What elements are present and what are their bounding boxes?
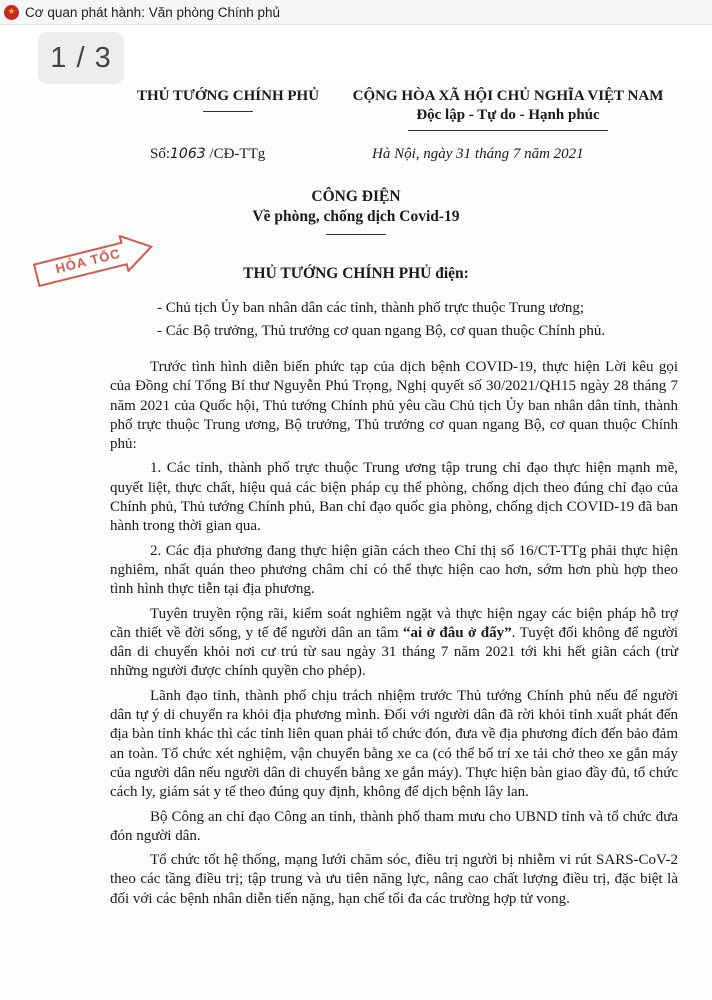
- opening-line: THỦ TƯỚNG CHÍNH PHỦ điện:: [243, 265, 469, 282]
- national-motto: [333, 88, 683, 131]
- document-number: Số:1063 /CĐ-TTg: [150, 146, 266, 162]
- recipient-item: - Chủ tịch Ủy ban nhân dân các tỉnh, thành phố trực thuộc Trung ương;: [157, 300, 585, 316]
- stamp-text: HỎA TỐC: [53, 245, 123, 277]
- paragraph: Trước tình hình diễn biến phức tạp của dịch bệnh COVID-19, thực hiện Lời kêu gọi của Đồng chí Tổng Bí thư Nguyễn Phú Trọng, Nghị quyết số 30/2021/QH15 ngày 28 tháng 7 năm 2021 của Quốc hội, Thủ tướng Chính phủ yêu cầu Chủ tịch Ủy ban nhân dân tỉnh, thành phố trực thuộc Trung ương, Bộ trưởng, Thủ trưởng cơ quan ngang Bộ, cơ quan thuộc Chính phủ:: [110, 359, 678, 453]
- document-page: [0, 84, 712, 1000]
- page-indicator: 1 / 3: [38, 32, 124, 84]
- divider: [326, 234, 386, 235]
- national-emblem-icon: [4, 5, 19, 20]
- handwritten-number: 1063: [170, 146, 206, 162]
- emphasis-quote: “ai ở đâu ở đấy”: [402, 624, 512, 641]
- date-line: Hà Nội, ngày 31 tháng 7 năm 2021: [372, 146, 584, 162]
- divider: [203, 111, 253, 112]
- paragraph: Bộ Công an chỉ đạo Công an tỉnh, thành phố tham mưu cho UBND tỉnh và tổ chức đưa đón người dân.: [110, 808, 678, 844]
- document-subject: Về phòng, chống dịch Covid-19: [252, 208, 460, 225]
- paragraph: 1. Các tỉnh, thành phố trực thuộc Trung ương tập trung chỉ đạo thực hiện mạnh mẽ, quyết liệt, thực chất, hiệu quả các biện pháp cụ thể phòng, chống dịch theo đúng chỉ đạo của Chính phủ, Thủ tướng Chính phủ, Ban chỉ đạo quốc gia phòng, chống dịch COVID-19 đã ban hành trong thời gian qua.: [110, 460, 678, 535]
- issuer-bar: [0, 0, 712, 25]
- recipient-list: [157, 297, 677, 343]
- recipient-item: - Các Bộ trưởng, Thủ trưởng cơ quan ngang Bộ, cơ quan thuộc Chính phủ.: [157, 323, 606, 339]
- country-name: CỘNG HÒA XÃ HỘI CHỦ NGHĨA VIỆT NAM: [352, 88, 664, 104]
- paragraph: Tuyên truyền rộng rãi, kiểm soát nghiêm ngặt và thực hiện ngay các biện pháp hỗ trợ cần thiết về đời sống, y tế để người dân an tâm “ai ở đâu ở đấy”. Tuyệt đối không để người dân di chuyển khỏi nơi cư trú từ sau ngày 31 tháng 7 năm 2021 tới khi hết giãn cách (trừ những người được chính quyền cho phép).: [110, 605, 678, 680]
- paragraph: Tổ chức tốt hệ thống, mạng lưới chăm sóc, điều trị người bị nhiễm vi rút SARS-CoV-2 theo các tầng điều trị; tập trung và ưu tiên năng lực, nâng cao chất lượng điều trị, đặc biệt là đối với các bệnh nhân diễn tiến nặng, hạn chế tối đa các trường hợp tử vong.: [110, 852, 678, 907]
- divider: [408, 130, 608, 131]
- motto: Độc lập - Tự do - Hạnh phúc: [416, 107, 600, 123]
- document-type: CÔNG ĐIỆN: [311, 188, 401, 205]
- issuing-authority-name: THỦ TƯỚNG CHÍNH PHỦ: [136, 88, 320, 104]
- issuing-authority: [118, 88, 338, 112]
- issuer-label: Cơ quan phát hành: Văn phòng Chính phủ: [25, 4, 281, 20]
- paragraph: Lãnh đạo tỉnh, thành phố chịu trách nhiệm trước Thủ tướng Chính phủ nếu để người dân tự ý di chuyển ra khỏi địa phương mình. Đối với người dân đã rời khỏi tỉnh xuất phát đến địa bàn tỉnh khác thì các tỉnh liên quan phải tổ chức đón, đưa về địa phương đích đến bảo đảm an toàn. Tổ chức xét nghiệm, vận chuyển bằng xe ca (có thể bố trí xe tải chở theo xe gắn máy của người dân nếu người dân di chuyển bằng xe gắn máy). Thực hiện bàn giao đầy đủ, tổ chức cách ly, giám sát y tế theo đúng quy định, không để dịch bệnh lây lan.: [110, 687, 678, 801]
- urgent-stamp: [30, 228, 158, 294]
- paragraph: 2. Các địa phương đang thực hiện giãn cách theo Chỉ thị số 16/CT-TTg phải thực hiện nghiêm, nhất quán theo phương châm chỉ có thể thực hiện cao hơn, sớm hơn phù hợp theo tình hình thực tiễn tại địa phương.: [110, 542, 678, 598]
- document-body: [110, 358, 678, 914]
